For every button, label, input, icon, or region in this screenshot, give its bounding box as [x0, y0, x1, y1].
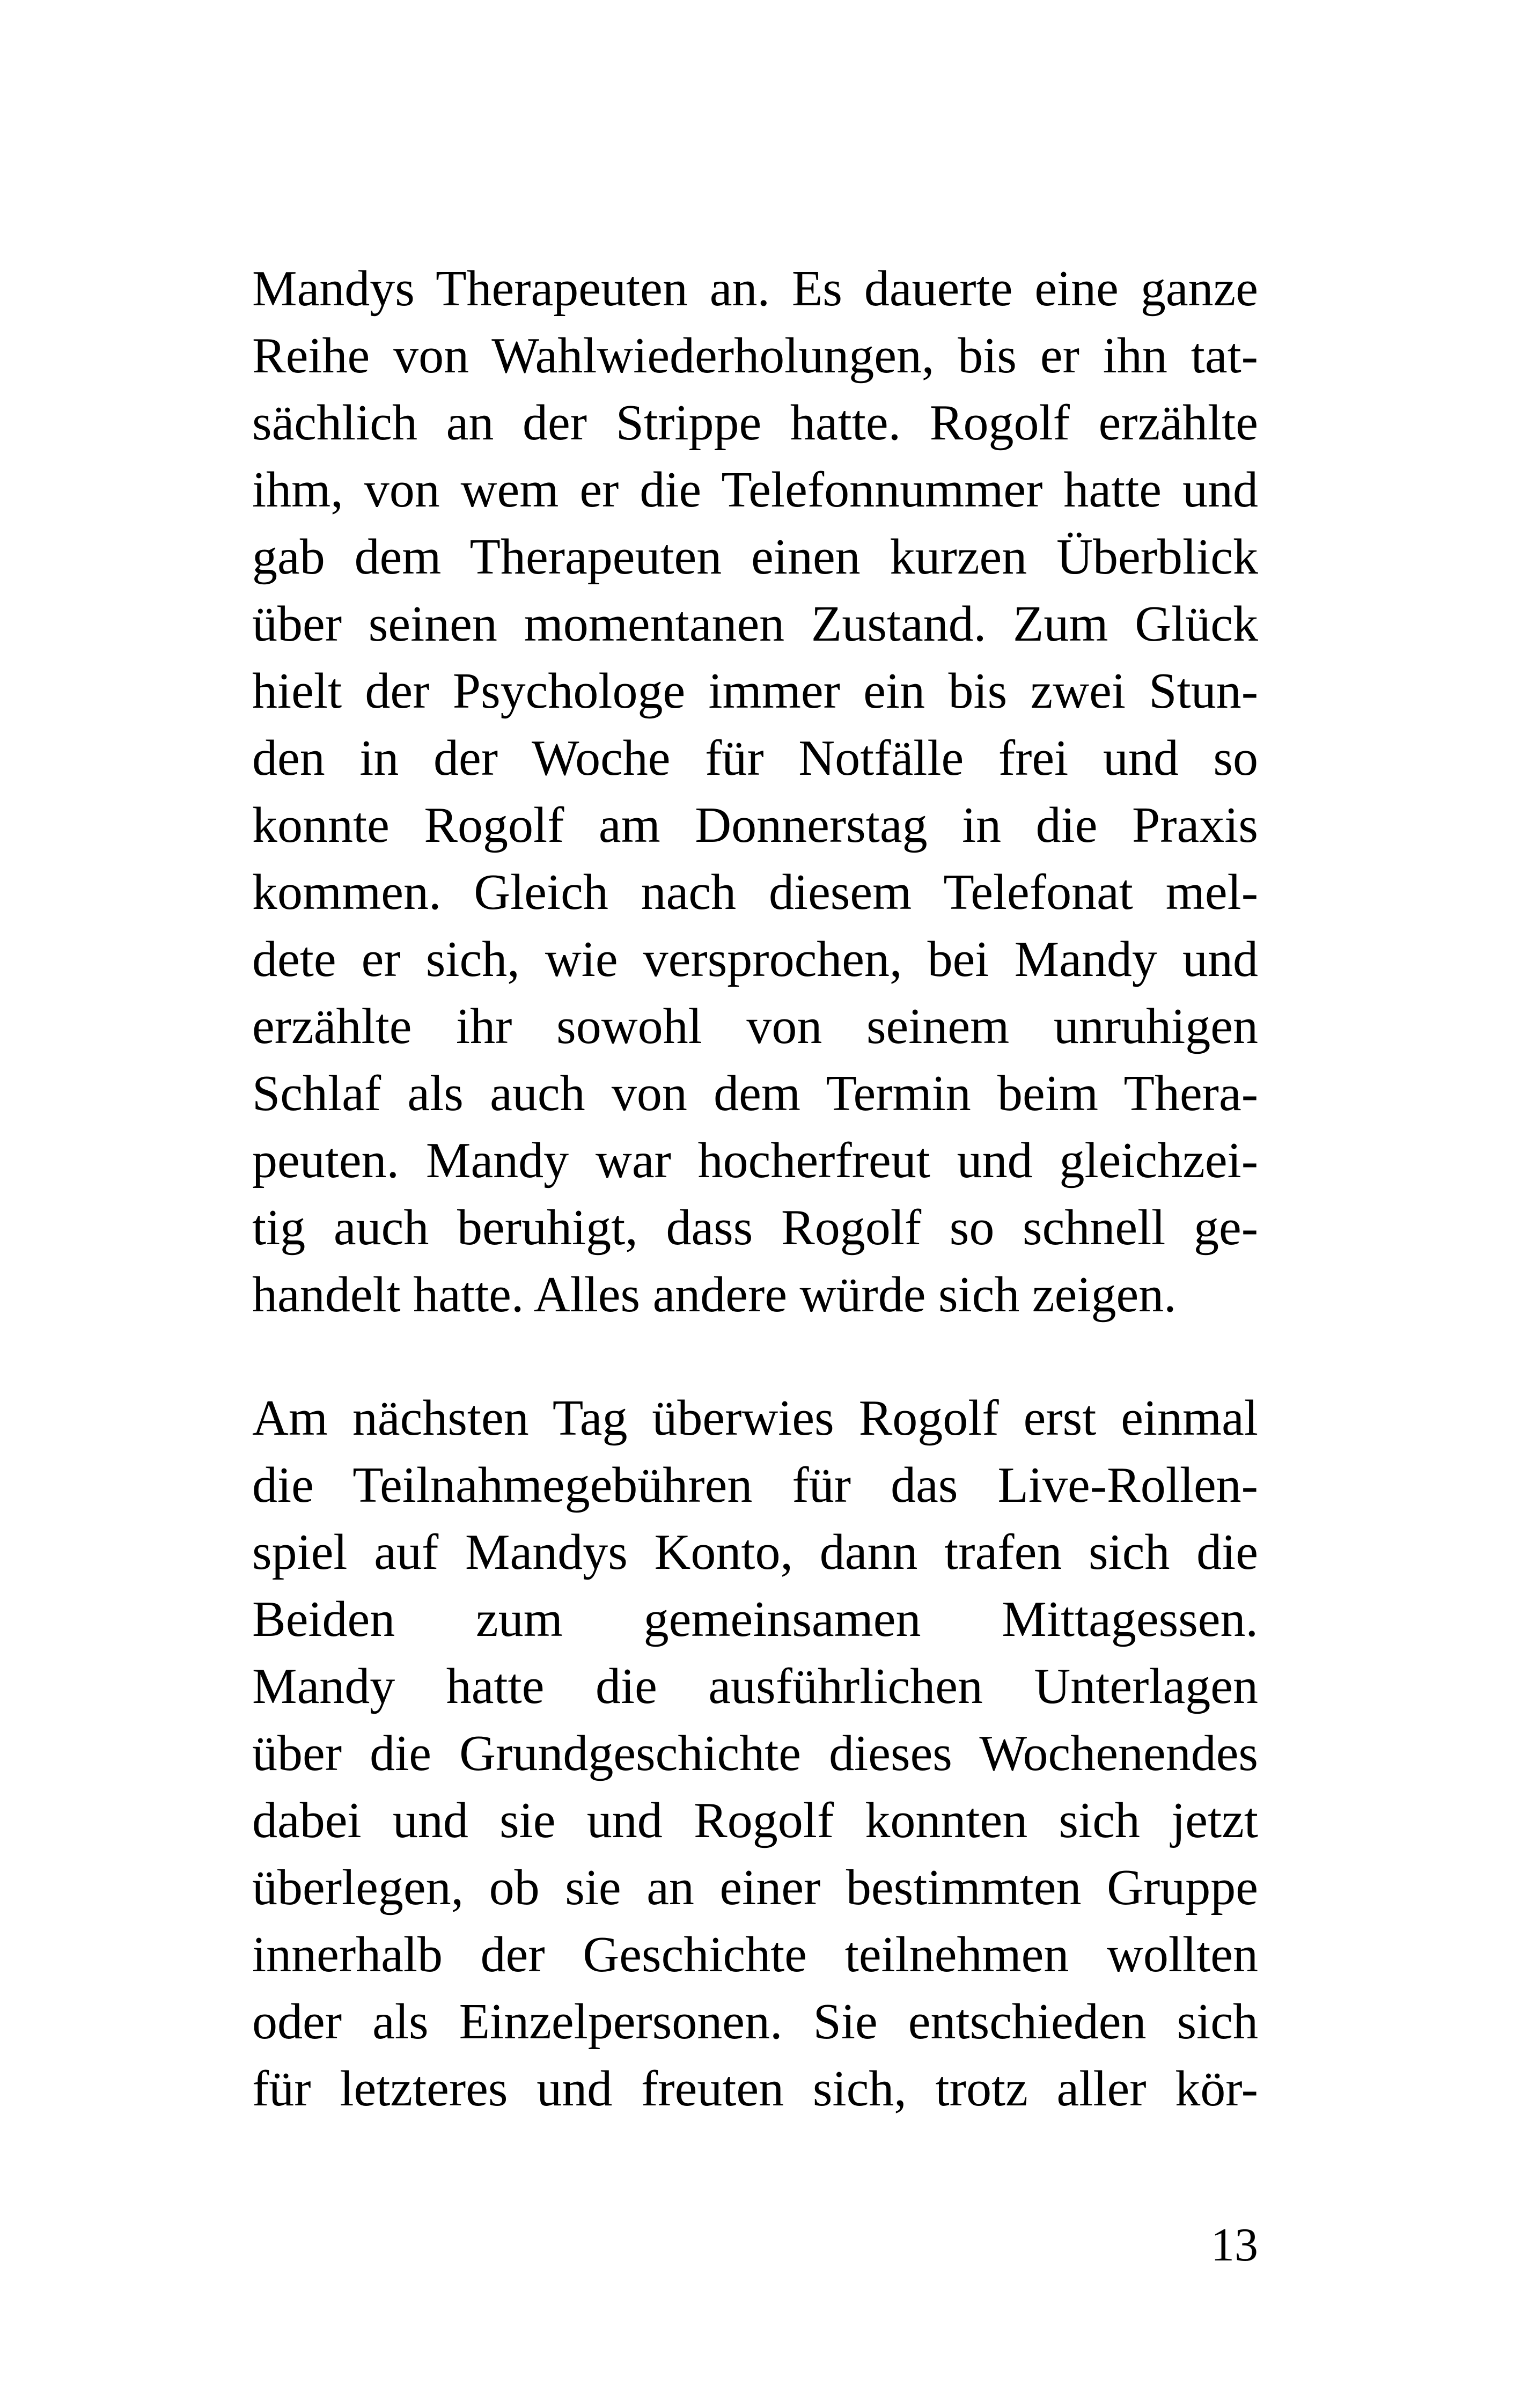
text-line: spiel auf Mandys Konto, dann trafen sich die — [252, 1524, 1258, 1580]
paragraph-2 — [252, 1385, 1258, 2123]
text-line: erzählte ihr sowohl von seinem unruhigen — [252, 999, 1258, 1054]
text-line: konnte Rogolf am Donnerstag in die Praxis — [252, 797, 1258, 853]
text-line: den in der Woche für Notfälle frei und so — [252, 730, 1258, 786]
text-line: Mandy hatte die ausführlichen Unterlagen — [252, 1658, 1258, 1714]
page-number: 13 — [1211, 2219, 1258, 2271]
text-line: Reihe von Wahlwiederholungen, bis er ihn tat- — [252, 328, 1258, 384]
text-line: innerhalb der Geschichte teilnehmen wollten — [252, 1927, 1258, 1983]
text-line: gab dem Therapeuten einen kurzen Überblick — [252, 529, 1258, 585]
text-line: kommen. Gleich nach diesem Telefonat mel- — [252, 864, 1258, 920]
text-line: dabei und sie und Rogolf konnten sich jetzt — [252, 1793, 1258, 1848]
text-line: peuten. Mandy war hocherfreut und gleichzei- — [252, 1133, 1258, 1188]
text-line: oder als Einzelpersonen. Sie entschieden sich — [252, 1994, 1258, 2050]
text-line: über seinen momentanen Zustand. Zum Glück — [252, 596, 1258, 652]
text-line: tig auch beruhigt, dass Rogolf so schnell ge- — [252, 1200, 1258, 1256]
text-line: für letzteres und freuten sich, trotz aller kör- — [252, 2061, 1258, 2117]
paragraph-1 — [252, 255, 1258, 1328]
text-line: Mandys Therapeuten an. Es dauerte eine ganze — [252, 261, 1258, 317]
text-line: sächlich an der Strippe hatte. Rogolf erzählte — [252, 395, 1258, 451]
text-line: hielt der Psychologe immer ein bis zwei Stun- — [252, 663, 1258, 719]
text-line: überlegen, ob sie an einer bestimmten Gruppe — [252, 1860, 1258, 1915]
text-line: Am nächsten Tag überwies Rogolf erst einmal — [252, 1390, 1258, 1446]
text-line: über die Grundgeschichte dieses Wochenendes — [252, 1726, 1258, 1781]
text-line: dete er sich, wie versprochen, bei Mandy und — [252, 931, 1258, 987]
text-line: Beiden zum gemeinsamen Mittagessen. — [252, 1591, 1258, 1647]
text-line: handelt hatte. Alles andere würde sich zeigen. — [252, 1267, 1177, 1323]
text-line: die Teilnahmegebühren für das Live-Rollen- — [252, 1457, 1258, 1513]
text-line: Schlaf als auch von dem Termin beim Thera- — [252, 1066, 1258, 1121]
text-line: ihm, von wem er die Telefonnummer hatte und — [252, 462, 1258, 518]
